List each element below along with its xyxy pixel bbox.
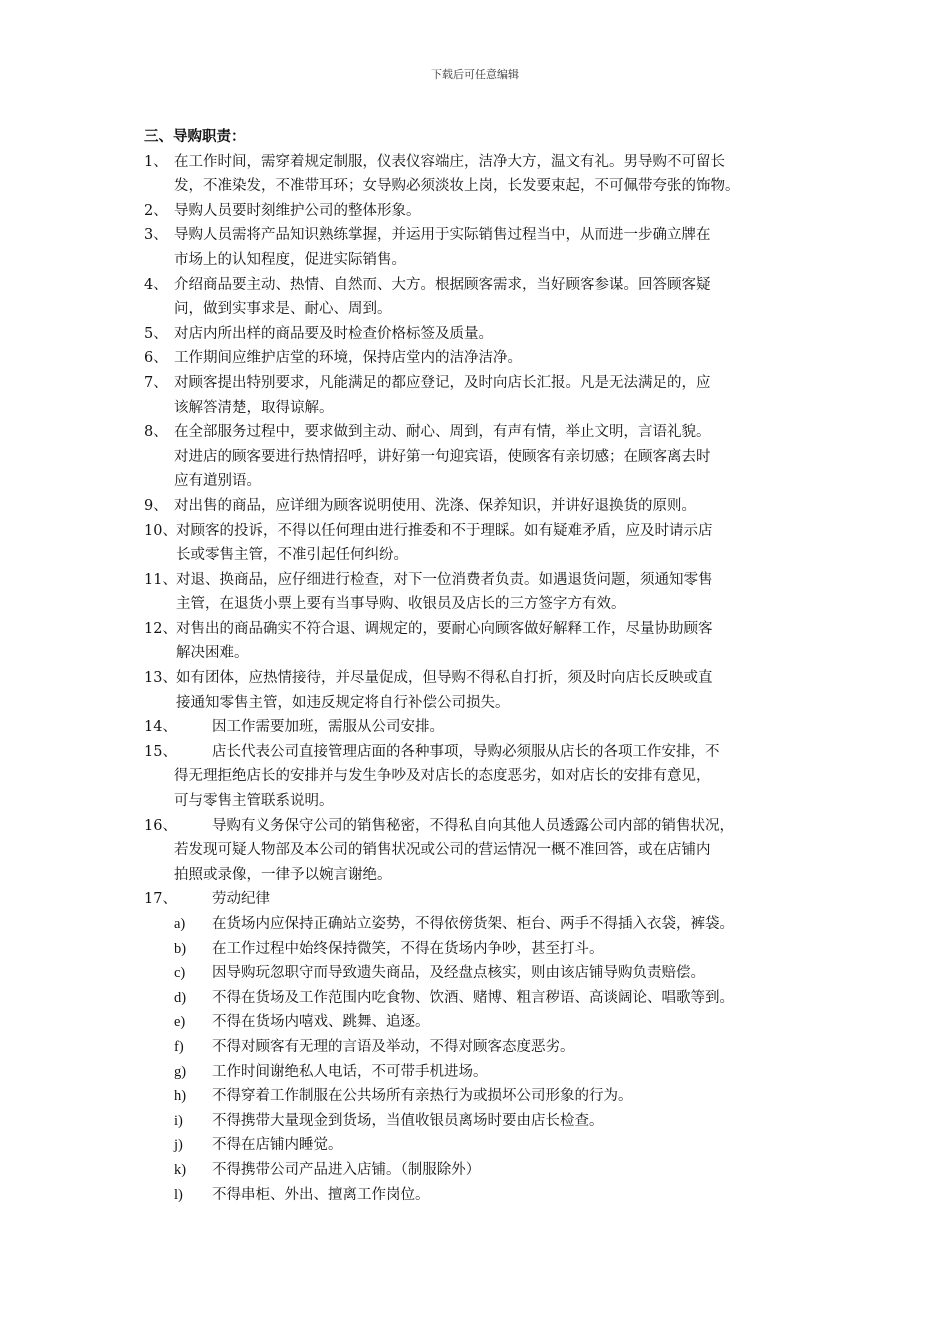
duty-number: 1、 <box>144 153 168 170</box>
duty-item <box>144 420 824 494</box>
discipline-item <box>174 937 824 962</box>
duty-text-cont: 若发现可疑人物部及本公司的销售状况或公司的营运情况一概不准回答，或在店铺内 <box>174 842 711 859</box>
duty-number: 5、 <box>144 325 168 342</box>
duty-text-line: 发，不准染发，不准带耳环；女导购必须淡妆上岗，长发要束起，不可佩带夸张的饰物。 <box>174 178 740 195</box>
duty-number: 16、 <box>144 817 177 834</box>
duty-item <box>144 715 824 740</box>
duty-item <box>144 322 824 347</box>
duty-text-line: 劳动纪律 <box>212 891 270 908</box>
duty-item <box>144 519 824 568</box>
discipline-label: g) <box>174 1063 187 1080</box>
duty-number: 10、 <box>144 522 177 539</box>
discipline-label: b) <box>174 940 187 957</box>
duty-text-line: 因工作需要加班，需服从公司安排。 <box>212 719 444 736</box>
header-note: 下载后可任意编辑 <box>431 68 519 81</box>
duty-item <box>144 568 824 617</box>
duty-item <box>144 371 824 420</box>
discipline-text: 在货场内应保持正确站立姿势，不得依傍货架、柜台、两手不得插入衣袋，裤袋。 <box>212 916 734 932</box>
discipline-item <box>174 1035 824 1060</box>
duty-text-cont: 得无理拒绝店长的安排并与发生争吵及对店长的态度恶劣，如对店长的安排有意见， <box>174 768 711 785</box>
duty-number: 7、 <box>144 374 168 391</box>
duty-number: 3、 <box>144 227 168 244</box>
duty-item <box>144 814 824 888</box>
duty-text-line: 对顾客提出特别要求，凡能满足的都应登记，及时向店长汇报。凡是无法满足的，应 <box>174 374 711 391</box>
duty-text-line: 解决困难。 <box>176 645 249 662</box>
discipline-label: d) <box>174 989 187 1006</box>
duty-item <box>144 223 824 272</box>
duty-text <box>174 322 824 347</box>
duty-text-line: 市场上的认知程度，促进实际销售。 <box>174 251 406 268</box>
duty-item <box>144 740 824 814</box>
duty-text-line: 导购人员需将产品知识熟练掌握，并运用于实际销售过程当中，从而进一步确立牌在 <box>174 227 711 244</box>
discipline-text: 因导购玩忽职守而导致遗失商品，及经盘点核实，则由该店铺导购负责赔偿。 <box>212 965 705 982</box>
discipline-item <box>174 961 824 986</box>
discipline-label: l) <box>174 1186 183 1203</box>
duty-list <box>144 150 824 912</box>
discipline-text: 工作时间谢绝私人电话，不可带手机进场。 <box>212 1063 488 1080</box>
discipline-item <box>174 1010 824 1035</box>
discipline-label: j) <box>174 1137 183 1154</box>
duty-number: 6、 <box>144 350 168 367</box>
duty-text-line: 主管，在退货小票上要有当事导购、收银员及店长的三方签字方有效。 <box>176 596 626 613</box>
duty-text <box>174 346 824 371</box>
discipline-item <box>174 1109 824 1134</box>
duty-text <box>174 223 824 272</box>
duty-text <box>212 715 824 740</box>
duty-text-cont: 可与零售主管联系说明。 <box>174 793 334 810</box>
duty-text-line: 对售出的商品确实不符合退、调规定的，要耐心向顾客做好解释工作，尽量协助顾客 <box>176 620 713 637</box>
discipline-label: i) <box>174 1112 183 1129</box>
duty-text-line: 如有团体，应热情接待，并尽量促成，但导购不得私自打折，须及时向店长反映或直 <box>176 670 713 687</box>
duty-text-line: 该解答清楚，取得谅解。 <box>174 399 334 416</box>
section-title: 三、导购职责： <box>144 128 246 145</box>
duty-text-cont: 拍照或录像，一律予以婉言谢绝。 <box>174 866 392 883</box>
duty-text <box>176 666 824 715</box>
duty-text <box>174 494 824 519</box>
duty-number: 11、 <box>144 571 177 588</box>
discipline-text: 在工作过程中始终保持微笑，不得在货场内争吵，甚至打斗。 <box>212 940 604 957</box>
duty-text-line: 导购人员要时刻维护公司的整体形象。 <box>174 202 421 219</box>
duty-item <box>144 666 824 715</box>
duty-number: 2、 <box>144 202 168 219</box>
discipline-item <box>174 1183 824 1208</box>
duty-text-line: 接通知零售主管，如违反规定将自行补偿公司损失。 <box>176 694 510 711</box>
duty-text <box>212 887 824 912</box>
duty-text <box>176 568 824 617</box>
duty-text-line: 对退、换商品，应仔细进行检查，对下一位消费者负责。如遇退货问题，须通知零售 <box>176 571 713 588</box>
duty-number: 4、 <box>144 276 168 293</box>
duty-number: 12、 <box>144 620 177 637</box>
discipline-text: 不得串柜、外出、擅离工作岗位。 <box>212 1186 430 1203</box>
duty-item <box>144 150 824 199</box>
discipline-item <box>174 1060 824 1085</box>
duty-text <box>174 371 824 420</box>
duty-item <box>144 494 824 519</box>
duty-text-line: 应有道别语。 <box>174 473 261 490</box>
duty-text-line: 对店内所出样的商品要及时检查价格标签及质量。 <box>174 325 493 342</box>
duty-text: 导购有义务保守公司的销售秘密，不得私自向其他人员透露公司内部的销售状况， <box>212 817 734 834</box>
duty-item <box>144 273 824 322</box>
discipline-text: 不得对顾客有无理的言语及举动，不得对顾客态度恶劣。 <box>212 1038 575 1055</box>
duty-number: 9、 <box>144 497 168 514</box>
duty-text-line: 长或零售主管，不准引起任何纠纷。 <box>176 547 408 564</box>
duty-item <box>144 617 824 666</box>
discipline-item <box>174 912 824 937</box>
document-body <box>144 125 824 1207</box>
discipline-label: c) <box>174 965 186 982</box>
duty-number: 13、 <box>144 670 177 687</box>
duty-text <box>176 519 824 568</box>
duty-text-line: 工作期间应维护店堂的环境，保持店堂内的洁净洁净。 <box>174 350 522 367</box>
discipline-label: f) <box>174 1038 184 1055</box>
discipline-text: 不得携带公司产品进入店铺。（制服除外） <box>212 1161 481 1178</box>
duty-text <box>174 199 824 224</box>
duty-number: 14、 <box>144 719 177 736</box>
duty-text <box>176 617 824 666</box>
discipline-item <box>174 1158 824 1183</box>
duty-item <box>144 346 824 371</box>
duty-number: 15、 <box>144 743 177 760</box>
discipline-text: 不得穿着工作制服在公共场所有亲热行为或损坏公司形象的行为。 <box>212 1088 633 1105</box>
duty-text-line: 对进店的顾客要进行热情招呼，讲好第一句迎宾语，使顾客有亲切感；在顾客离去时 <box>174 448 711 465</box>
discipline-item <box>174 1084 824 1109</box>
duty-text-line: 问，做到实事求是、耐心、周到。 <box>174 301 392 318</box>
duty-text-line: 对出售的商品，应详细为顾客说明使用、洗涤、保养知识，并讲好退换货的原则。 <box>174 497 696 514</box>
discipline-text: 不得在货场内嘻戏、跳舞、追逐。 <box>212 1014 430 1031</box>
duty-item <box>144 199 824 224</box>
duty-number: 17、 <box>144 891 177 908</box>
discipline-text: 不得携带大量现金到货场，当值收银员离场时要由店长检查。 <box>212 1112 604 1129</box>
duty-text <box>174 273 824 322</box>
discipline-label: e) <box>174 1014 186 1031</box>
discipline-text: 不得在店铺内睡觉。 <box>212 1137 343 1154</box>
duty-number: 8、 <box>144 424 168 441</box>
discipline-item <box>174 986 824 1011</box>
discipline-label: h) <box>174 1088 187 1105</box>
duty-text-line: 在工作时间，需穿着规定制服，仪表仪容端庄，洁净大方，温文有礼。男导购不可留长 <box>174 153 725 170</box>
discipline-item <box>174 1133 824 1158</box>
duty-text <box>174 420 824 494</box>
discipline-label: k) <box>174 1161 187 1178</box>
discipline-text: 不得在货场及工作范围内吃食物、饮酒、赌博、粗言秽语、高谈阔论、唱歌等到。 <box>212 989 734 1006</box>
discipline-list <box>144 912 824 1207</box>
duty-text-line: 介绍商品要主动、热情、自然而、大方。根据顾客需求，当好顾客参谋。回答顾客疑 <box>174 276 711 293</box>
duty-text-line: 在全部服务过程中，要求做到主动、耐心、周到，有声有情，举止文明，言语礼貌。 <box>174 424 711 441</box>
duty-text-line: 对顾客的投诉，不得以任何理由进行推委和不于理睬。如有疑难矛盾，应及时请示店 <box>176 522 713 539</box>
duty-item <box>144 887 824 912</box>
duty-text: 店长代表公司直接管理店面的各种事项，导购必须服从店长的各项工作安排，不 <box>212 743 720 760</box>
discipline-label: a) <box>174 916 186 932</box>
duty-text <box>174 150 824 199</box>
